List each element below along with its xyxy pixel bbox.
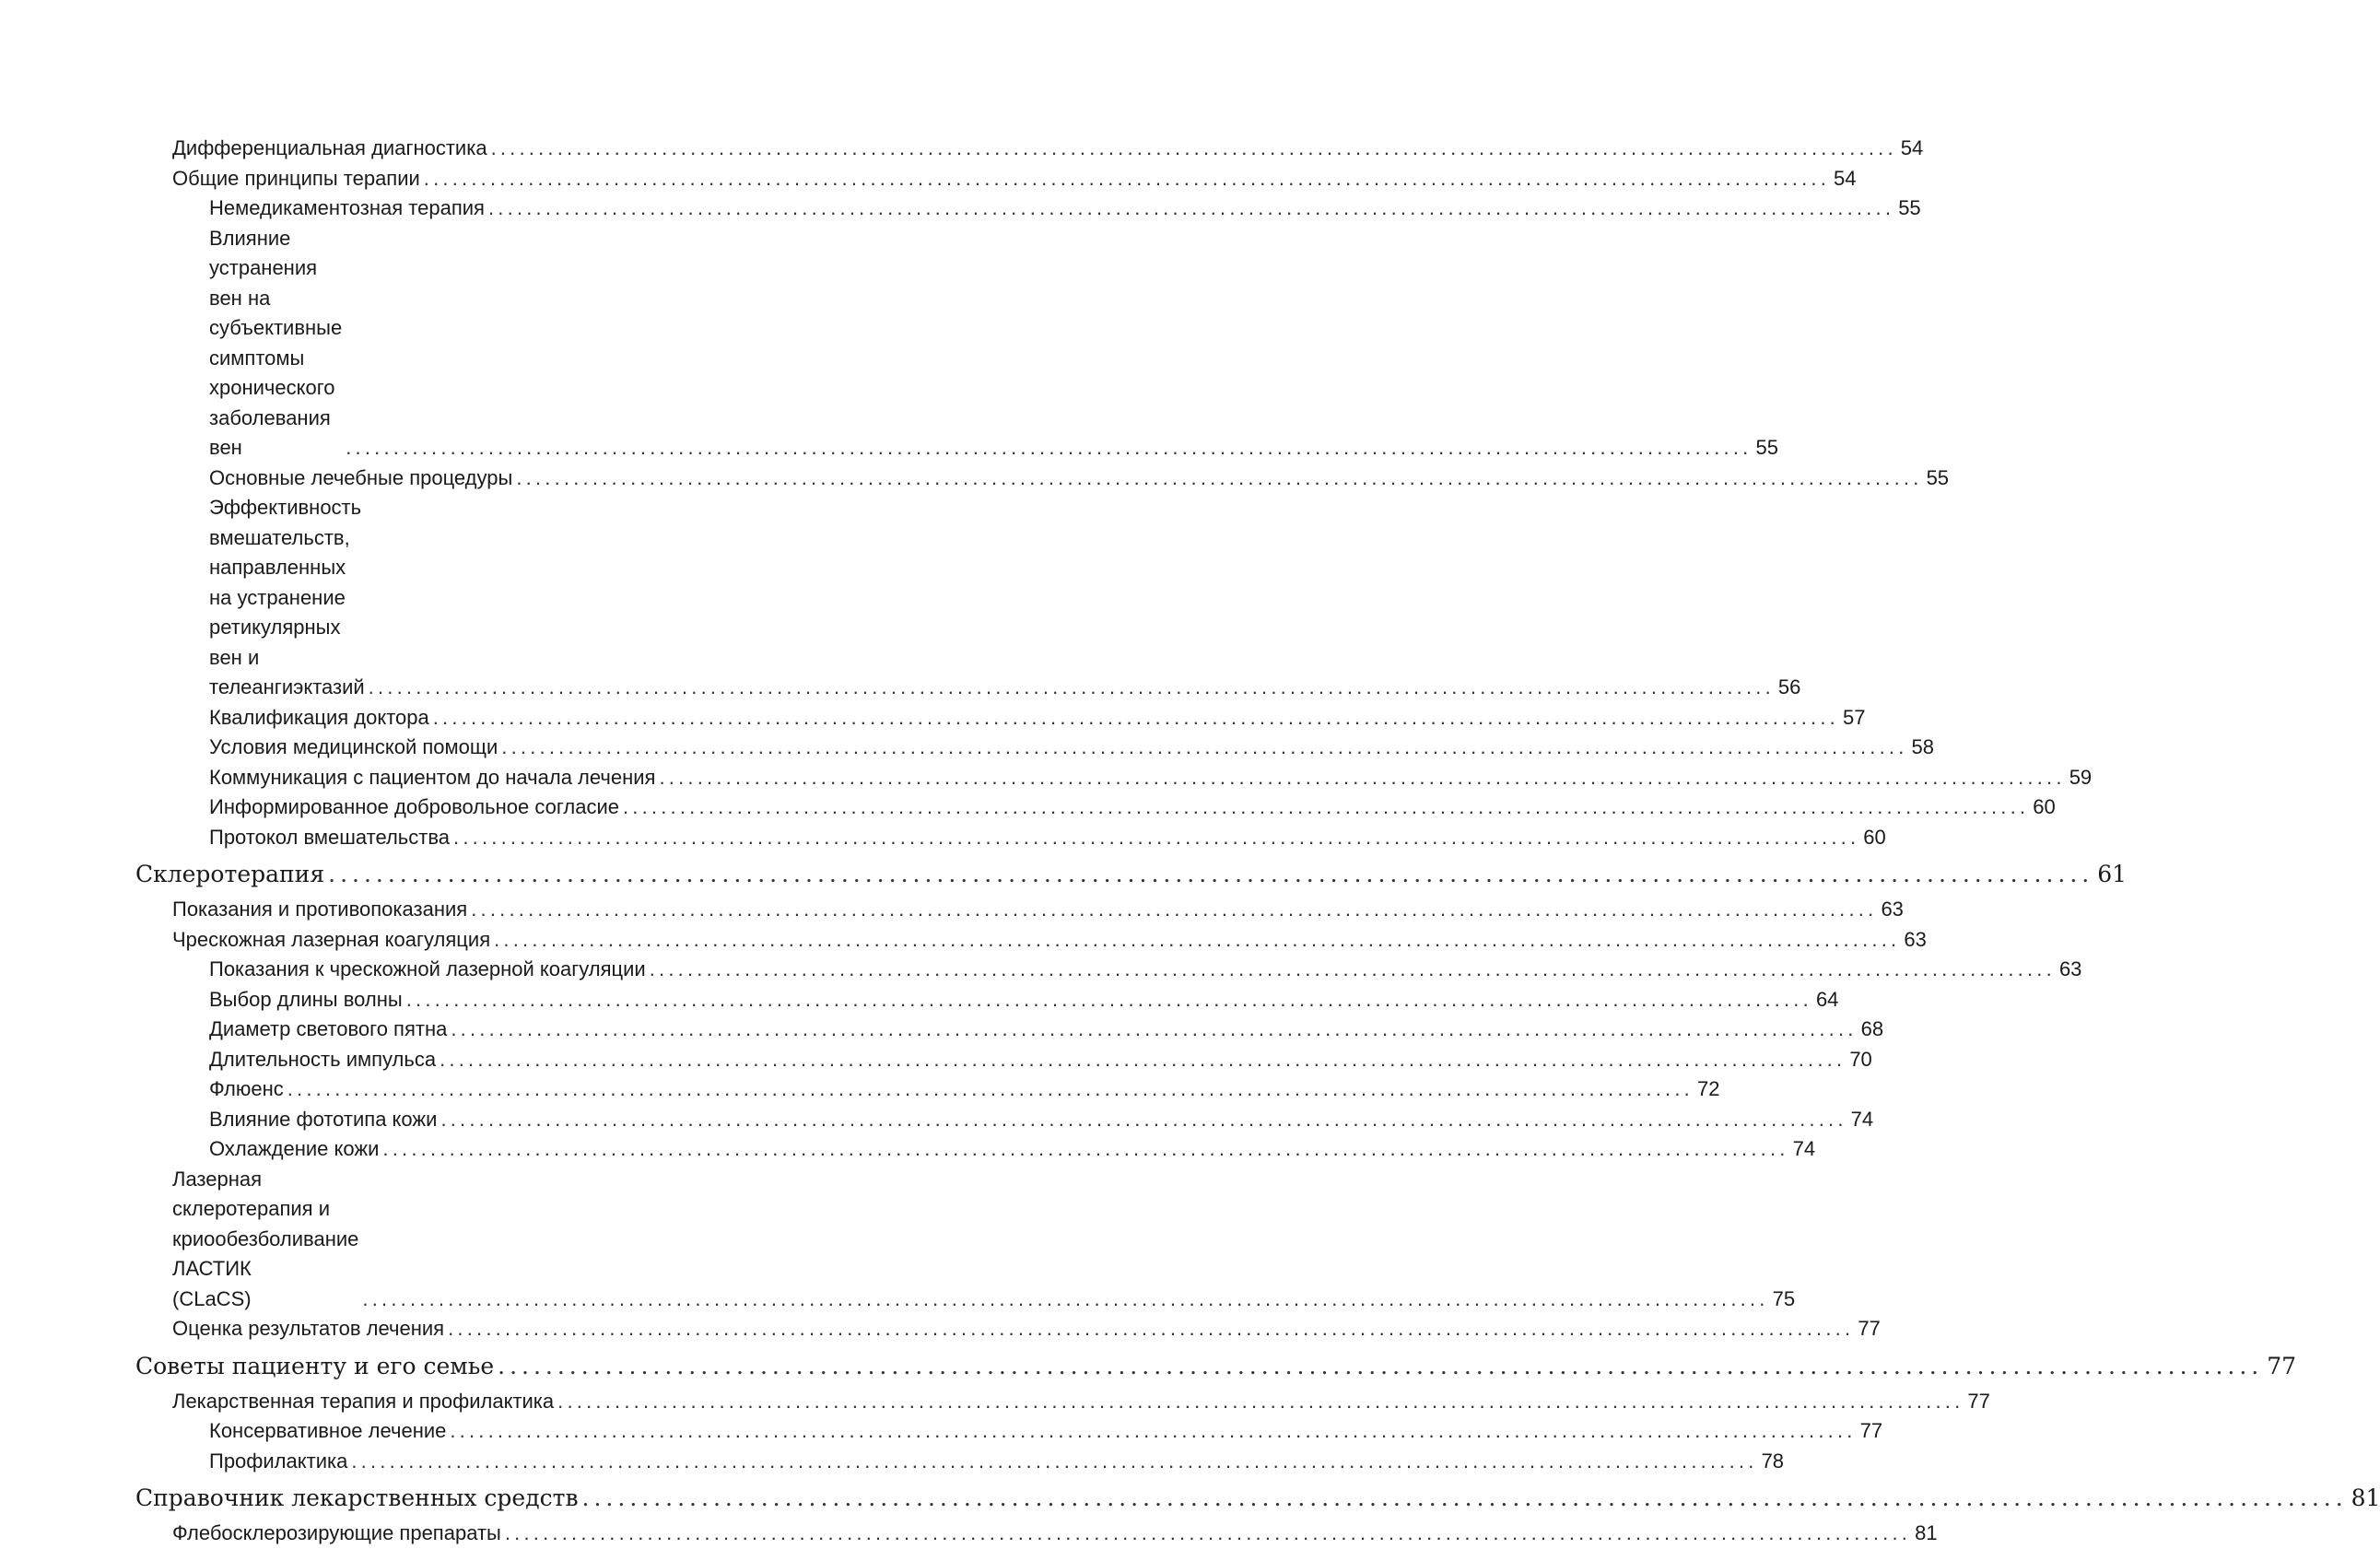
toc-page-number: 81 xyxy=(1915,1521,1938,1544)
dot-leader: .................................................................................................................................................... xyxy=(440,1107,1847,1131)
dot-leader: .................................................................................................................................................... xyxy=(328,861,2094,887)
toc-chapter-title: Справочник лекарственных средств xyxy=(135,1484,579,1511)
toc-entry[interactable] xyxy=(135,955,2082,985)
dot-leader: .................................................................................................................................................... xyxy=(405,987,1812,1011)
toc-entry-title: Условия медицинской помощи xyxy=(209,735,498,758)
toc-entry-title-line: (CLaCS) xyxy=(172,1286,252,1310)
toc-entry-title: Охлаждение кожи xyxy=(209,1137,380,1160)
toc-entry-title: Общие принципы терапии xyxy=(172,166,420,190)
toc-chapter[interactable] xyxy=(135,1483,2380,1514)
toc-entry-title: Выбор длины волны xyxy=(209,987,403,1011)
toc-entry[interactable] xyxy=(135,194,1921,224)
toc-page-number: 63 xyxy=(1904,927,1927,951)
toc-entry[interactable] xyxy=(135,1387,1990,1417)
toc-entry[interactable] xyxy=(135,1015,1884,1045)
dot-leader: .................................................................................................................................................... xyxy=(440,1047,1847,1071)
toc-chapter-title: Советы пациенту и его семье xyxy=(135,1352,495,1379)
dot-leader: .................................................................................................................................................... xyxy=(368,675,1775,698)
dot-leader: .................................................................................................................................................... xyxy=(423,166,1831,190)
toc-entry-title: Чрескожная лазерная коагуляция xyxy=(172,927,491,951)
toc-entry[interactable] xyxy=(135,823,1886,853)
toc-chapter[interactable] xyxy=(135,859,2128,890)
toc-entry-title: Коммуникация с пациентом до начала лечения xyxy=(209,765,656,789)
dot-leader: .................................................................................................................................................... xyxy=(448,1317,1855,1340)
toc-page-number: 54 xyxy=(1900,136,1924,159)
dot-leader: .................................................................................................................................................... xyxy=(487,196,1895,219)
toc-entry-title: Квалификация доктора xyxy=(209,705,429,729)
table-of-contents xyxy=(135,134,2380,1549)
toc-page-number: 77 xyxy=(2267,1352,2297,1379)
dot-leader: .................................................................................................................................................... xyxy=(557,1389,1964,1413)
toc-page-number: 64 xyxy=(1815,987,1839,1011)
dot-leader: .................................................................................................................................................... xyxy=(516,465,1923,489)
toc-entry-title: Длительность импульса xyxy=(209,1047,437,1071)
toc-entry[interactable] xyxy=(135,134,1924,164)
toc-entry-title-line: симптомы хронического заболевания вен xyxy=(209,346,335,459)
toc-entry[interactable] xyxy=(135,733,1934,763)
toc-entry[interactable] xyxy=(135,792,2056,823)
dot-leader: .................................................................................................................................................... xyxy=(432,705,1839,729)
toc-entry[interactable] xyxy=(135,763,2093,793)
toc-page-number: 77 xyxy=(1859,1419,1883,1442)
dot-leader: .................................................................................................................................................... xyxy=(471,898,1878,921)
toc-entry-title: Флебосклерозирующие препараты xyxy=(172,1521,501,1544)
toc-page-number: 77 xyxy=(1967,1389,1990,1413)
dot-leader: .................................................................................................................................................... xyxy=(451,1017,1858,1040)
toc-page-number: 59 xyxy=(2069,765,2093,789)
toc-entry[interactable] xyxy=(135,1165,1796,1315)
dot-leader: .................................................................................................................................................... xyxy=(453,825,1860,849)
toc-page-number: 58 xyxy=(1911,735,1934,758)
dot-leader: .................................................................................................................................................... xyxy=(581,1484,2348,1511)
toc-page-number: 56 xyxy=(1777,675,1801,698)
toc-entry-title: Влияние фототипа кожи xyxy=(209,1107,438,1131)
toc-entry[interactable] xyxy=(135,703,1866,733)
dot-leader: .................................................................................................................................................... xyxy=(490,136,1897,159)
toc-entry-title xyxy=(172,1165,358,1315)
toc-page-number: 60 xyxy=(1863,825,1886,849)
dot-leader: .................................................................................................................................................... xyxy=(351,1449,1758,1473)
toc-page-number: 61 xyxy=(2097,861,2128,887)
toc-chapter[interactable] xyxy=(135,1351,2297,1382)
toc-entry[interactable] xyxy=(135,1314,1881,1344)
toc-page-number: 55 xyxy=(1755,436,1778,459)
toc-entry-title-line: Лазерная склеротерапия и криообезболивание ЛАСТИК xyxy=(172,1167,359,1280)
toc-page-number: 70 xyxy=(1849,1047,1872,1071)
toc-entry[interactable] xyxy=(135,1134,1816,1165)
toc-entry[interactable] xyxy=(135,1074,1720,1105)
dot-leader: .................................................................................................................................................... xyxy=(622,795,2030,818)
dot-leader: .................................................................................................................................................... xyxy=(659,765,2066,789)
toc-page-number: 55 xyxy=(1898,196,1921,219)
toc-entry-title: Показания к чрескожной лазерной коагуляции xyxy=(209,957,646,980)
dot-leader: .................................................................................................................................................... xyxy=(287,1077,1694,1100)
toc-entry-title: Диаметр светового пятна xyxy=(209,1017,448,1040)
toc-entry[interactable] xyxy=(135,895,1904,925)
dot-leader: .................................................................................................................................................... xyxy=(649,957,2056,980)
toc-entry-title: Консервативное лечение xyxy=(209,1419,447,1442)
toc-page-number: 55 xyxy=(1926,465,1950,489)
dot-leader: .................................................................................................................................................... xyxy=(382,1137,1789,1160)
toc-page-number: 60 xyxy=(2033,795,2056,818)
toc-entry-title: Дифференциальная диагностика xyxy=(172,136,487,159)
toc-entry[interactable] xyxy=(135,493,1801,703)
toc-entry-title: Информированное добровольное согласие xyxy=(209,795,619,818)
toc-entry-title xyxy=(209,224,342,464)
toc-entry[interactable] xyxy=(135,164,1857,194)
dot-leader: .................................................................................................................................................... xyxy=(450,1419,1857,1442)
toc-page-number: 54 xyxy=(1834,166,1857,190)
toc-entry[interactable] xyxy=(135,1447,1785,1477)
toc-entry[interactable] xyxy=(135,925,1927,956)
toc-entry-title: Лекарственная терапия и профилактика xyxy=(172,1389,555,1413)
toc-entry-title-line: Эффективность вмешательств, направленных xyxy=(209,496,362,579)
toc-entry-title: Основные лечебные процедуры xyxy=(209,465,513,489)
toc-page-number: 72 xyxy=(1696,1077,1720,1100)
toc-page-number: 63 xyxy=(1881,898,1904,921)
toc-entry-title: Протокол вмешательства xyxy=(209,825,451,849)
toc-page-number: 81 xyxy=(2351,1484,2380,1511)
toc-page-number: 75 xyxy=(1772,1286,1796,1310)
dot-leader: .................................................................................................................................................... xyxy=(498,1352,2264,1379)
toc-entry[interactable] xyxy=(135,1045,1872,1075)
toc-entry-title: Показания и противопоказания xyxy=(172,898,468,921)
toc-page-number: 74 xyxy=(1850,1107,1874,1131)
toc-page-number: 77 xyxy=(1858,1317,1881,1340)
toc-chapter-title: Склеротерапия xyxy=(135,861,325,887)
dot-leader: .................................................................................................................................................... xyxy=(501,735,1908,758)
dot-leader: .................................................................................................................................................... xyxy=(504,1521,1912,1544)
toc-entry[interactable] xyxy=(135,985,1839,1015)
dot-leader: .................................................................................................................................................... xyxy=(346,436,1753,459)
toc-entry[interactable] xyxy=(135,1416,1883,1447)
toc-entry[interactable] xyxy=(135,224,1778,464)
toc-page-number: 74 xyxy=(1792,1137,1816,1160)
dot-leader: .................................................................................................................................................... xyxy=(494,927,1901,951)
toc-page-number: 68 xyxy=(1860,1017,1884,1040)
toc-entry-title: Флюенс xyxy=(209,1077,284,1100)
toc-page-number: 63 xyxy=(2058,957,2082,980)
toc-entry[interactable] xyxy=(135,1519,1938,1549)
toc-entry-title: Профилактика xyxy=(209,1449,348,1473)
toc-page-number: 57 xyxy=(1842,705,1866,729)
toc-entry-title: Оценка результатов лечения xyxy=(172,1317,445,1340)
toc-entry[interactable] xyxy=(135,1105,1874,1135)
toc-entry-title: Немедикаментозная терапия xyxy=(209,196,485,219)
toc-entry-title-line: на устранение ретикулярных вен и телеангиэктазий xyxy=(209,585,365,698)
dot-leader: .................................................................................................................................................... xyxy=(362,1286,1769,1310)
toc-page-number: 78 xyxy=(1761,1449,1785,1473)
toc-entry-title-line: Влияние устранения вен на субъективные xyxy=(209,226,343,339)
toc-entry[interactable] xyxy=(135,464,1950,494)
toc-entry-title xyxy=(209,493,365,703)
